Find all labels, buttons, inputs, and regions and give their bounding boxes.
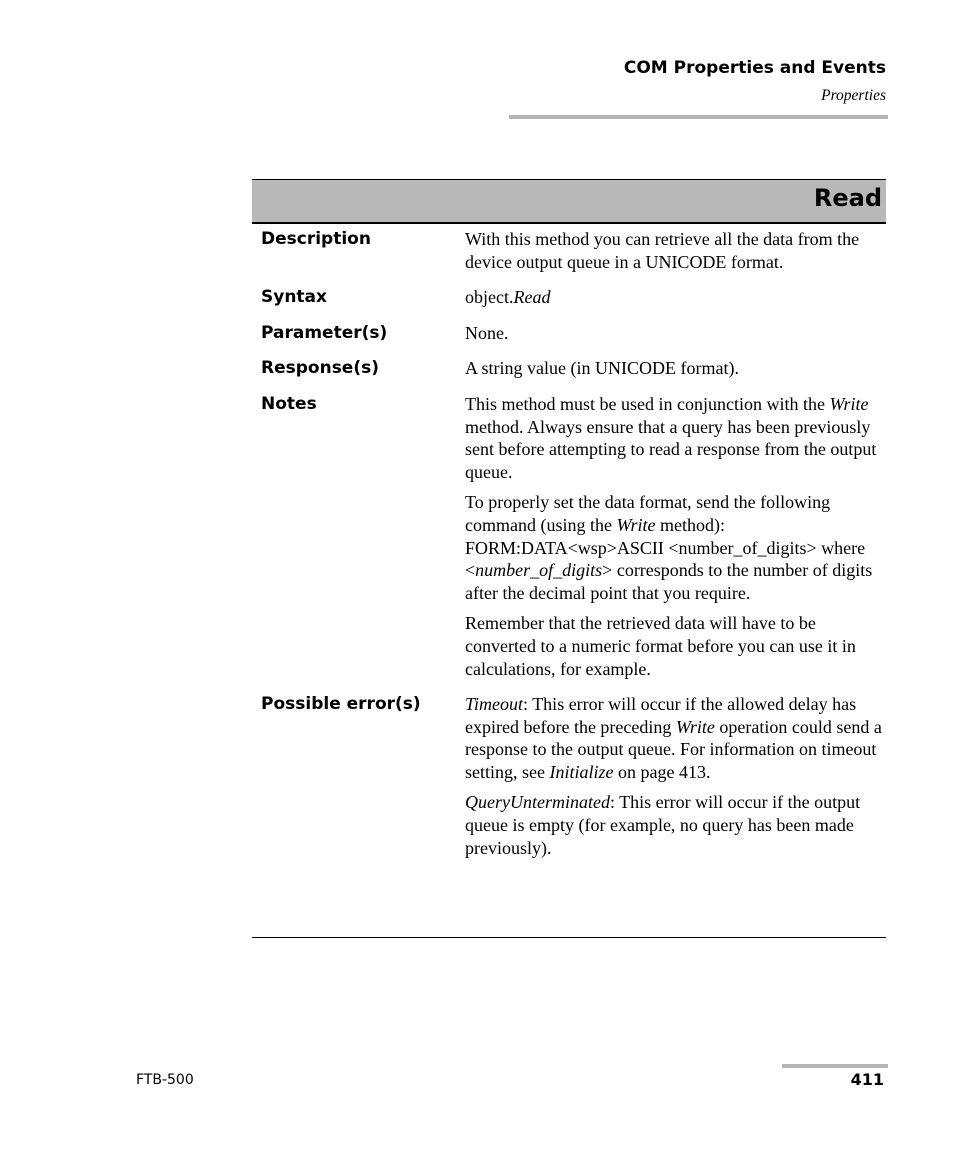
- notes-p1-text-b: method. Always ensure that a query has been previously sent before attempting to read a response from the output queue.: [465, 416, 877, 482]
- page-number: 411: [850, 1070, 884, 1089]
- parameters-label: Parameter(s): [261, 322, 388, 343]
- parameters-text: None.: [465, 322, 509, 343]
- notes-paragraph-1: [465, 393, 886, 483]
- description-text: With this method you can retrieve all the data from the device output queue in a UNICODE format.: [465, 229, 860, 272]
- notes-p2-text-b: method): FORM:DATA<wsp>ASCII <number_of_digits> where <: [465, 514, 866, 581]
- error-timeout-name: Timeout: [465, 694, 524, 715]
- section-title: Read: [813, 184, 882, 212]
- errors-row: [252, 693, 886, 859]
- header-rule: [509, 115, 888, 119]
- notes-p2-write: Write: [616, 514, 656, 535]
- syntax-label: Syntax: [261, 287, 327, 308]
- description-label: Description: [261, 229, 371, 249]
- parameters-row: [252, 322, 886, 345]
- responses-text: A string value (in UNICODE format).: [465, 358, 739, 379]
- responses-row: [252, 357, 886, 380]
- notes-p2-param: number_of_digits: [475, 560, 603, 581]
- running-header-title: COM Properties and Events: [623, 58, 886, 78]
- notes-p2-text-a: To properly set the data format, send the following command (using the: [465, 492, 831, 535]
- footer-rule: [782, 1064, 888, 1068]
- error-query-name: QueryUnterminated: [465, 792, 610, 813]
- footer-product: FTB-500: [136, 1072, 194, 1088]
- error-timeout-write: Write: [675, 716, 715, 737]
- syntax-row: [252, 286, 886, 309]
- section-title-bar: [252, 179, 886, 224]
- initialize-link[interactable]: Initialize: [549, 761, 614, 782]
- error-timeout-text-b: operation could send a response to the output queue. For information on timeout setting, see: [465, 716, 882, 782]
- syntax-method: Read: [513, 287, 551, 308]
- notes-p1-write: Write: [829, 393, 869, 414]
- notes-p2-text-c: > corresponds to the number of digits after the decimal point that you require.: [465, 560, 873, 603]
- syntax-prefix: object.: [465, 287, 514, 308]
- error-query-unterminated: [465, 791, 886, 859]
- notes-row: [252, 393, 886, 680]
- running-header-subtitle: Properties: [821, 87, 886, 104]
- notes-body: [465, 393, 886, 680]
- table-bottom-rule: [252, 937, 886, 938]
- error-query-text: : This error will occur if the output queue is empty (for example, no query has been made previously).: [465, 792, 861, 858]
- error-timeout-text-a: : This error will occur if the allowed delay has expired before the preceding: [465, 694, 857, 737]
- notes-p1-text-a: This method must be used in conjunction with the: [465, 393, 830, 414]
- responses-label: Response(s): [261, 358, 379, 379]
- errors-label: Possible error(s): [261, 694, 421, 715]
- description-row: [252, 228, 886, 273]
- notes-paragraph-2: [465, 491, 886, 604]
- notes-paragraph-3: Remember that the retrieved data will have to be converted to a numeric format before you can use it in calculations, for example.: [465, 613, 856, 679]
- syntax-text: [465, 286, 886, 309]
- errors-body: [465, 693, 886, 859]
- error-timeout-text-c: on page 413.: [613, 761, 711, 782]
- error-timeout: [465, 693, 886, 783]
- definition-table: [252, 228, 886, 872]
- notes-label: Notes: [261, 393, 317, 414]
